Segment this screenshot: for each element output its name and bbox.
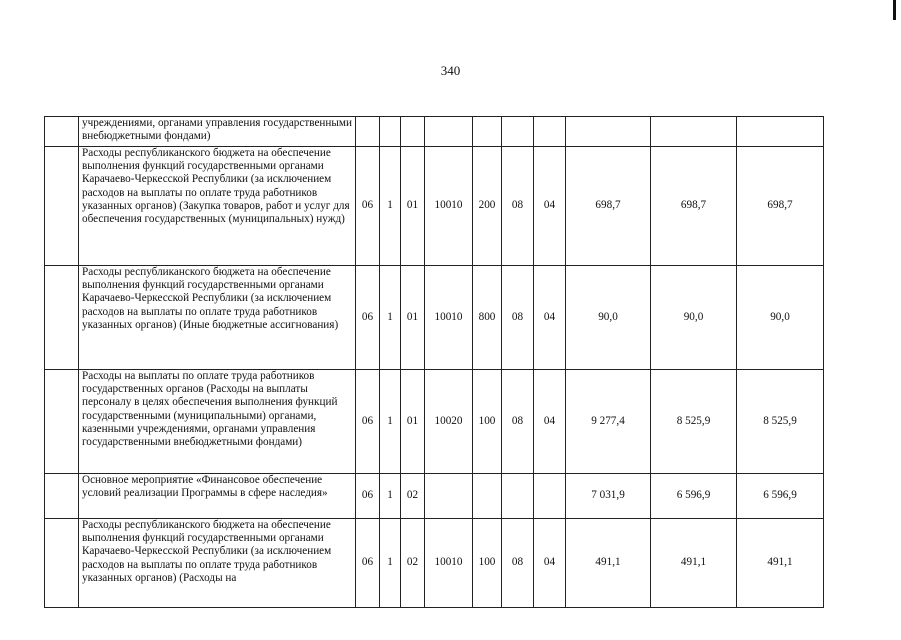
code-cell: 1 — [380, 370, 401, 474]
code-cell: 04 — [534, 147, 566, 266]
code-cell: 100 — [473, 370, 502, 474]
amount-cell: 9 277,4 — [566, 370, 651, 474]
row-marker-cell — [45, 519, 79, 608]
amount-cell: 698,7 — [566, 147, 651, 266]
table-row — [45, 474, 824, 519]
code-cell: 01 — [401, 370, 425, 474]
description-cell: Расходы республиканского бюджета на обеспечение выполнения функций государственными органами Карачаево-Черкесской Республики (за исключением расходов на выплаты по оплате труда работников указанных органов) (Иные бюджетные ассигнования) — [79, 266, 356, 370]
code-cell: 02 — [401, 474, 425, 519]
budget-table — [44, 116, 824, 608]
code-cell: 06 — [356, 519, 380, 608]
code-cell: 10010 — [425, 266, 473, 370]
code-cell: 08 — [502, 147, 534, 266]
code-cell — [380, 117, 401, 147]
code-cell: 100 — [473, 519, 502, 608]
amount-cell: 698,7 — [651, 147, 737, 266]
code-cell: 04 — [534, 519, 566, 608]
page-number: 340 — [440, 63, 461, 78]
row-marker-cell — [45, 147, 79, 266]
amount-cell: 8 525,9 — [737, 370, 824, 474]
amount-cell — [737, 117, 824, 147]
code-cell — [502, 474, 534, 519]
code-cell: 1 — [380, 474, 401, 519]
code-cell — [473, 474, 502, 519]
description-cell: Расходы республиканского бюджета на обеспечение выполнения функций государственными органами Карачаево-Черкесской Республики (за исключением расходов на выплаты по оплате труда работников указанных органов) (Закупка товаров, работ и услуг для обеспечения государственных (муниципальных) нужд) — [79, 147, 356, 266]
table-row — [45, 370, 824, 474]
row-marker-cell — [45, 117, 79, 147]
code-cell — [502, 117, 534, 147]
code-cell — [534, 117, 566, 147]
code-cell — [356, 117, 380, 147]
amount-cell: 491,1 — [651, 519, 737, 608]
amount-cell — [566, 117, 651, 147]
code-cell: 01 — [401, 266, 425, 370]
table-row — [45, 519, 824, 608]
code-cell: 08 — [502, 266, 534, 370]
amount-cell: 6 596,9 — [737, 474, 824, 519]
code-cell — [425, 117, 473, 147]
code-cell: 06 — [356, 474, 380, 519]
description-cell: Расходы на выплаты по оплате труда работников государственных органов (Расходы на выплаты персоналу в целях обеспечения выполнения функций государственными (муниципальными) органами, казенными учреждениями, органами управления государственными внебюджетными фондами) — [79, 370, 356, 474]
description-cell: учреждениями, органами управления государственными внебюджетными фондами) — [79, 117, 356, 147]
code-cell: 1 — [380, 266, 401, 370]
table-row — [45, 147, 824, 266]
code-cell: 08 — [502, 370, 534, 474]
amount-cell — [651, 117, 737, 147]
code-cell: 10010 — [425, 147, 473, 266]
amount-cell: 7 031,9 — [566, 474, 651, 519]
amount-cell: 491,1 — [566, 519, 651, 608]
code-cell: 1 — [380, 147, 401, 266]
code-cell — [534, 474, 566, 519]
code-cell: 04 — [534, 266, 566, 370]
amount-cell: 8 525,9 — [651, 370, 737, 474]
code-cell: 800 — [473, 266, 502, 370]
code-cell: 200 — [473, 147, 502, 266]
code-cell: 06 — [356, 266, 380, 370]
code-cell — [425, 474, 473, 519]
code-cell: 1 — [380, 519, 401, 608]
code-cell: 02 — [401, 519, 425, 608]
description-cell: Расходы республиканского бюджета на обеспечение выполнения функций государственными органами Карачаево-Черкесской Республики (за исключением расходов на выплаты по оплате труда работников указанных органов) (Расходы на — [79, 519, 356, 608]
row-marker-cell — [45, 266, 79, 370]
page-edge-mark — [893, 0, 896, 20]
code-cell: 10020 — [425, 370, 473, 474]
code-cell: 01 — [401, 147, 425, 266]
amount-cell: 90,0 — [566, 266, 651, 370]
code-cell: 08 — [502, 519, 534, 608]
amount-cell: 698,7 — [737, 147, 824, 266]
description-cell: Основное мероприятие «Финансовое обеспечение условий реализации Программы в сфере наследия» — [79, 474, 356, 519]
code-cell: 06 — [356, 147, 380, 266]
amount-cell: 90,0 — [651, 266, 737, 370]
code-cell — [473, 117, 502, 147]
table-row — [45, 266, 824, 370]
amount-cell: 90,0 — [737, 266, 824, 370]
row-marker-cell — [45, 370, 79, 474]
amount-cell: 491,1 — [737, 519, 824, 608]
table-row — [45, 117, 824, 147]
code-cell: 06 — [356, 370, 380, 474]
code-cell — [401, 117, 425, 147]
row-marker-cell — [45, 474, 79, 519]
amount-cell: 6 596,9 — [651, 474, 737, 519]
code-cell: 10010 — [425, 519, 473, 608]
code-cell: 04 — [534, 370, 566, 474]
